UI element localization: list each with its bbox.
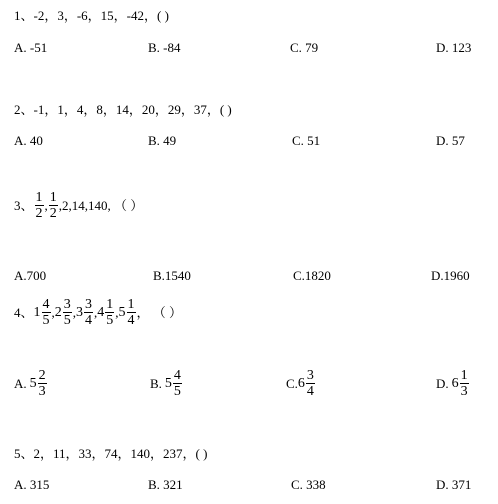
q3-option-b: B.1540: [153, 268, 191, 283]
q4-number: 4、: [14, 304, 34, 320]
q4-c-label: C.: [286, 375, 298, 391]
q5-option-d: D. 371: [436, 477, 472, 492]
q4-t2-den: 5: [63, 313, 71, 328]
q3-f2-num: 1: [49, 190, 57, 205]
q3-fraction-1: [35, 190, 44, 221]
q3-f1-num: 1: [35, 190, 43, 205]
question-2-stem: 2、-1，1，4，8，14，20，29，37，( ): [14, 102, 232, 117]
q3-rest: ,2,14,140, （ ）: [58, 197, 144, 213]
q3-option-d: D.1960: [431, 268, 470, 283]
q4-a-label: A.: [14, 375, 27, 391]
q4-t4-whole: 4: [97, 304, 105, 320]
q4-t2-whole: 2: [54, 304, 62, 320]
q4-a-whole: 5: [29, 375, 37, 391]
q4-option-d: [436, 368, 470, 399]
q4-t5-whole: 5: [118, 304, 126, 320]
q4-option-a: [14, 368, 48, 399]
q4-b-num: 4: [173, 368, 181, 383]
q4-t4-den: 5: [106, 313, 114, 328]
q4-d-den: 3: [460, 384, 468, 399]
question-4-stem: 4、 1 $\frac{4}{5}$ , 2 $\frac{3}{5}$ , 3 $\frac{3}{4}$ , 4 $\frac{1}{5}$ , 5 $\frac{1}{4}$ ， （ ）: [14, 297, 183, 328]
q4-t1-den: 5: [42, 313, 50, 328]
q4-d-whole: 6: [451, 375, 459, 391]
q4-t3-den: 4: [85, 313, 93, 328]
q4-t3-num: 3: [85, 297, 93, 312]
q4-b-whole: 5: [164, 375, 172, 391]
q2-option-d: D. 57: [436, 133, 465, 148]
q4-d-num: 1: [460, 368, 468, 383]
q1-option-d: D. 123: [436, 40, 472, 55]
q4-a-num: 2: [38, 368, 46, 383]
q4-term-4: [97, 297, 115, 328]
q4-t1-num: 4: [42, 297, 50, 312]
q3-option-c: C.1820: [293, 268, 331, 283]
q4-d-label: D.: [436, 375, 449, 391]
q4-c-whole: 6: [297, 375, 305, 391]
q4-option-c: [286, 368, 316, 399]
q4-term-5: [119, 297, 137, 328]
q5-option-c: C. 338: [291, 477, 326, 492]
q4-t2-num: 3: [63, 297, 71, 312]
q4-term-2: [55, 297, 73, 328]
q1-option-b: B. -84: [148, 40, 181, 55]
q4-term-3: [76, 297, 94, 328]
q2-option-a: A. 40: [14, 133, 43, 148]
q4-b-label: B.: [150, 375, 162, 391]
q4-t4-num: 1: [106, 297, 114, 312]
q4-b-den: 5: [173, 384, 181, 399]
q5-option-b: B. 321: [148, 477, 183, 492]
q1-option-a: A. -51: [14, 40, 48, 55]
q1-option-c: C. 79: [290, 40, 319, 55]
question-1-stem: 1、-2，3，-6，15，-42，( ): [14, 8, 169, 23]
q3-f2-den: 2: [49, 206, 57, 221]
q3-number: 3、: [14, 197, 34, 213]
q4-a-den: 3: [38, 384, 46, 399]
q2-option-b: B. 49: [148, 133, 177, 148]
q4-option-b: [150, 368, 183, 399]
q3-f1-den: 2: [35, 206, 43, 221]
q3-option-a: A.700: [14, 268, 47, 283]
q4-t3-whole: 3: [76, 304, 84, 320]
question-5-stem: 5、2，11，33，74，140，237，( ): [14, 446, 208, 461]
q2-option-c: C. 51: [292, 133, 321, 148]
q4-c-num: 3: [306, 368, 314, 383]
q4-term-1: [34, 297, 52, 328]
q5-option-a: A. 315: [14, 477, 50, 492]
q4-t5-num: 1: [127, 297, 135, 312]
q3-fraction-2: [49, 190, 58, 221]
q4-c-den: 4: [306, 384, 314, 399]
q4-t1-whole: 1: [33, 304, 41, 320]
q4-t5-den: 4: [127, 313, 135, 328]
question-3-stem: 3、 $\frac{1}{2}$ , $\frac{1}{2}$ ,2,14,140, （ ）: [14, 190, 144, 221]
q4-tail: ， （ ）: [136, 304, 183, 320]
